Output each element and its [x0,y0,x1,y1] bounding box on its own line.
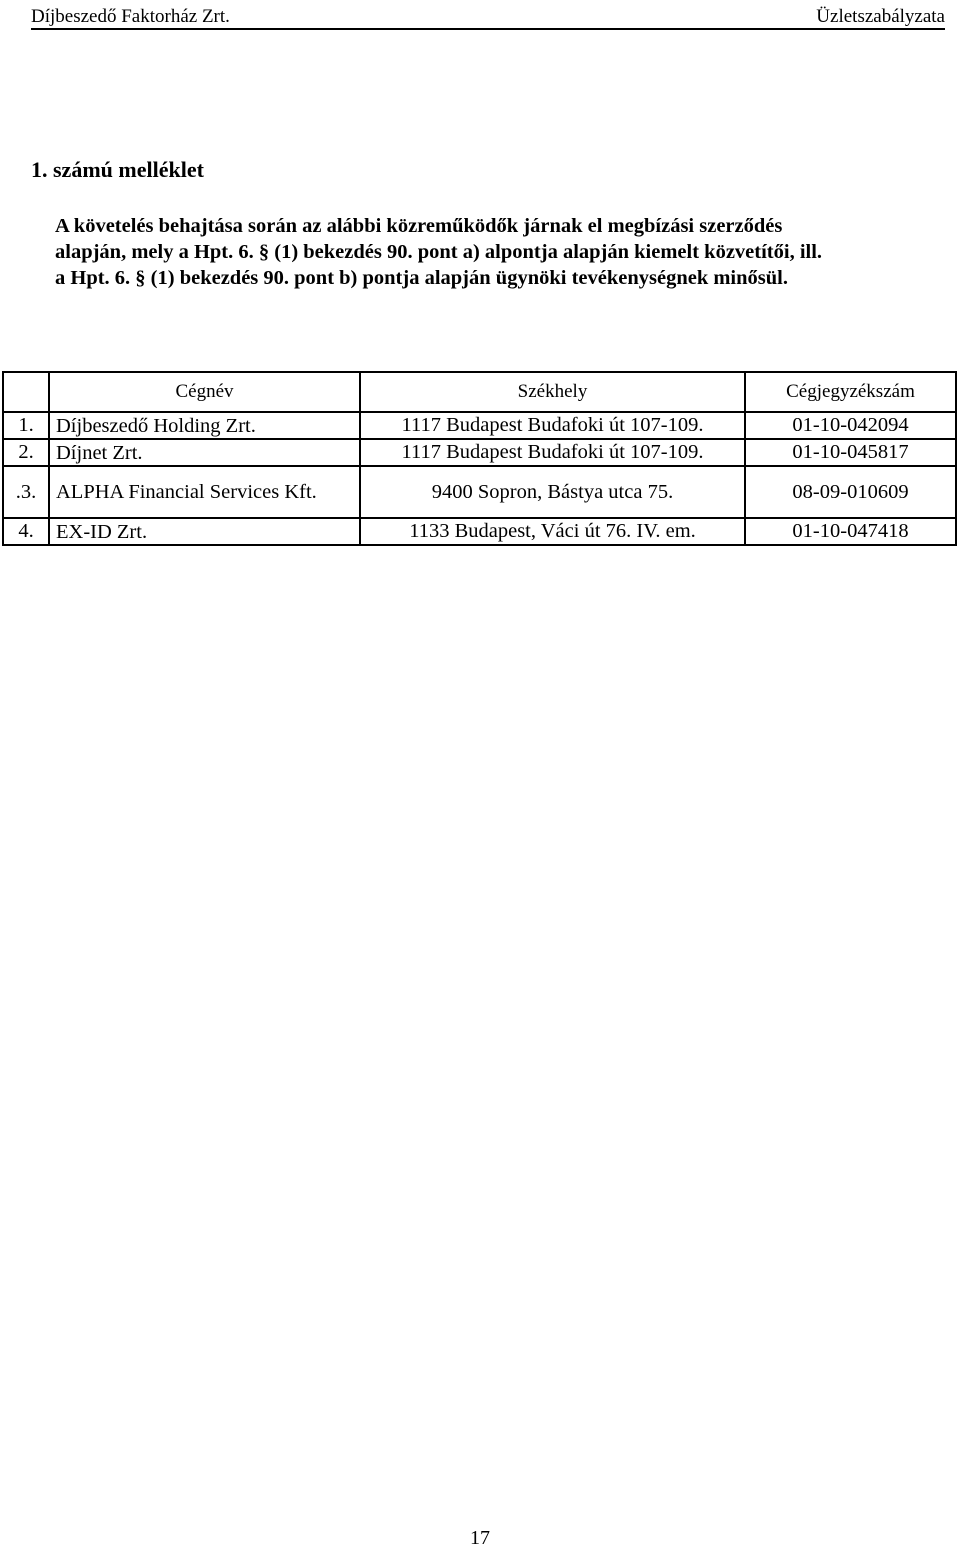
table-row [3,439,956,466]
intro-line: alapján, mely a Hpt. 6. § (1) bekezdés 90. pont a) alpontja alapján kiemelt közvetítői, ill. [55,241,823,263]
intro-line: a Hpt. 6. § (1) bekezdés 90. pont b) pontja alapján ügynöki tevékenységnek minősül. [55,267,788,289]
company-name: Díjbeszedő Holding Zrt. [49,412,360,439]
company-address: 1133 Budapest, Váci út 76. IV. em. [360,518,745,545]
company-reg-number: 01-10-042094 [745,412,956,439]
company-reg-number: 01-10-045817 [745,439,956,466]
header-document-title: Üzletszabályzata [816,6,945,27]
row-number: 1. [3,412,49,439]
table-row [3,466,956,518]
company-name: ALPHA Financial Services Kft. [49,466,360,518]
company-address: 1117 Budapest Budafoki út 107-109. [360,412,745,439]
intro-line: A követelés behajtása során az alábbi közreműködők járnak el megbízási szerződés [55,215,783,237]
page-number: 17 [470,1527,490,1549]
table-row [3,518,956,545]
page-header [31,4,945,30]
intro-paragraph [55,213,935,291]
company-address: 9400 Sopron, Bástya utca 75. [360,466,745,518]
header-cell-num [3,372,49,412]
table-header-row [3,372,956,412]
row-number: 2. [3,439,49,466]
row-number: .3. [3,466,49,518]
header-company-name: Díjbeszedő Faktorház Zrt. [31,6,230,27]
company-address: 1117 Budapest Budafoki út 107-109. [360,439,745,466]
company-reg-number: 08-09-010609 [745,466,956,518]
companies-table [2,371,957,546]
company-reg-number: 01-10-047418 [745,518,956,545]
header-cell-address: Székhely [360,372,745,412]
table-row [3,412,956,439]
section-title: 1. számú melléklet [31,157,204,182]
header-cell-name: Cégnév [49,372,360,412]
row-number: 4. [3,518,49,545]
header-cell-reg: Cégjegyzékszám [745,372,956,412]
company-name: Díjnet Zrt. [49,439,360,466]
company-name: EX-ID Zrt. [49,518,360,545]
